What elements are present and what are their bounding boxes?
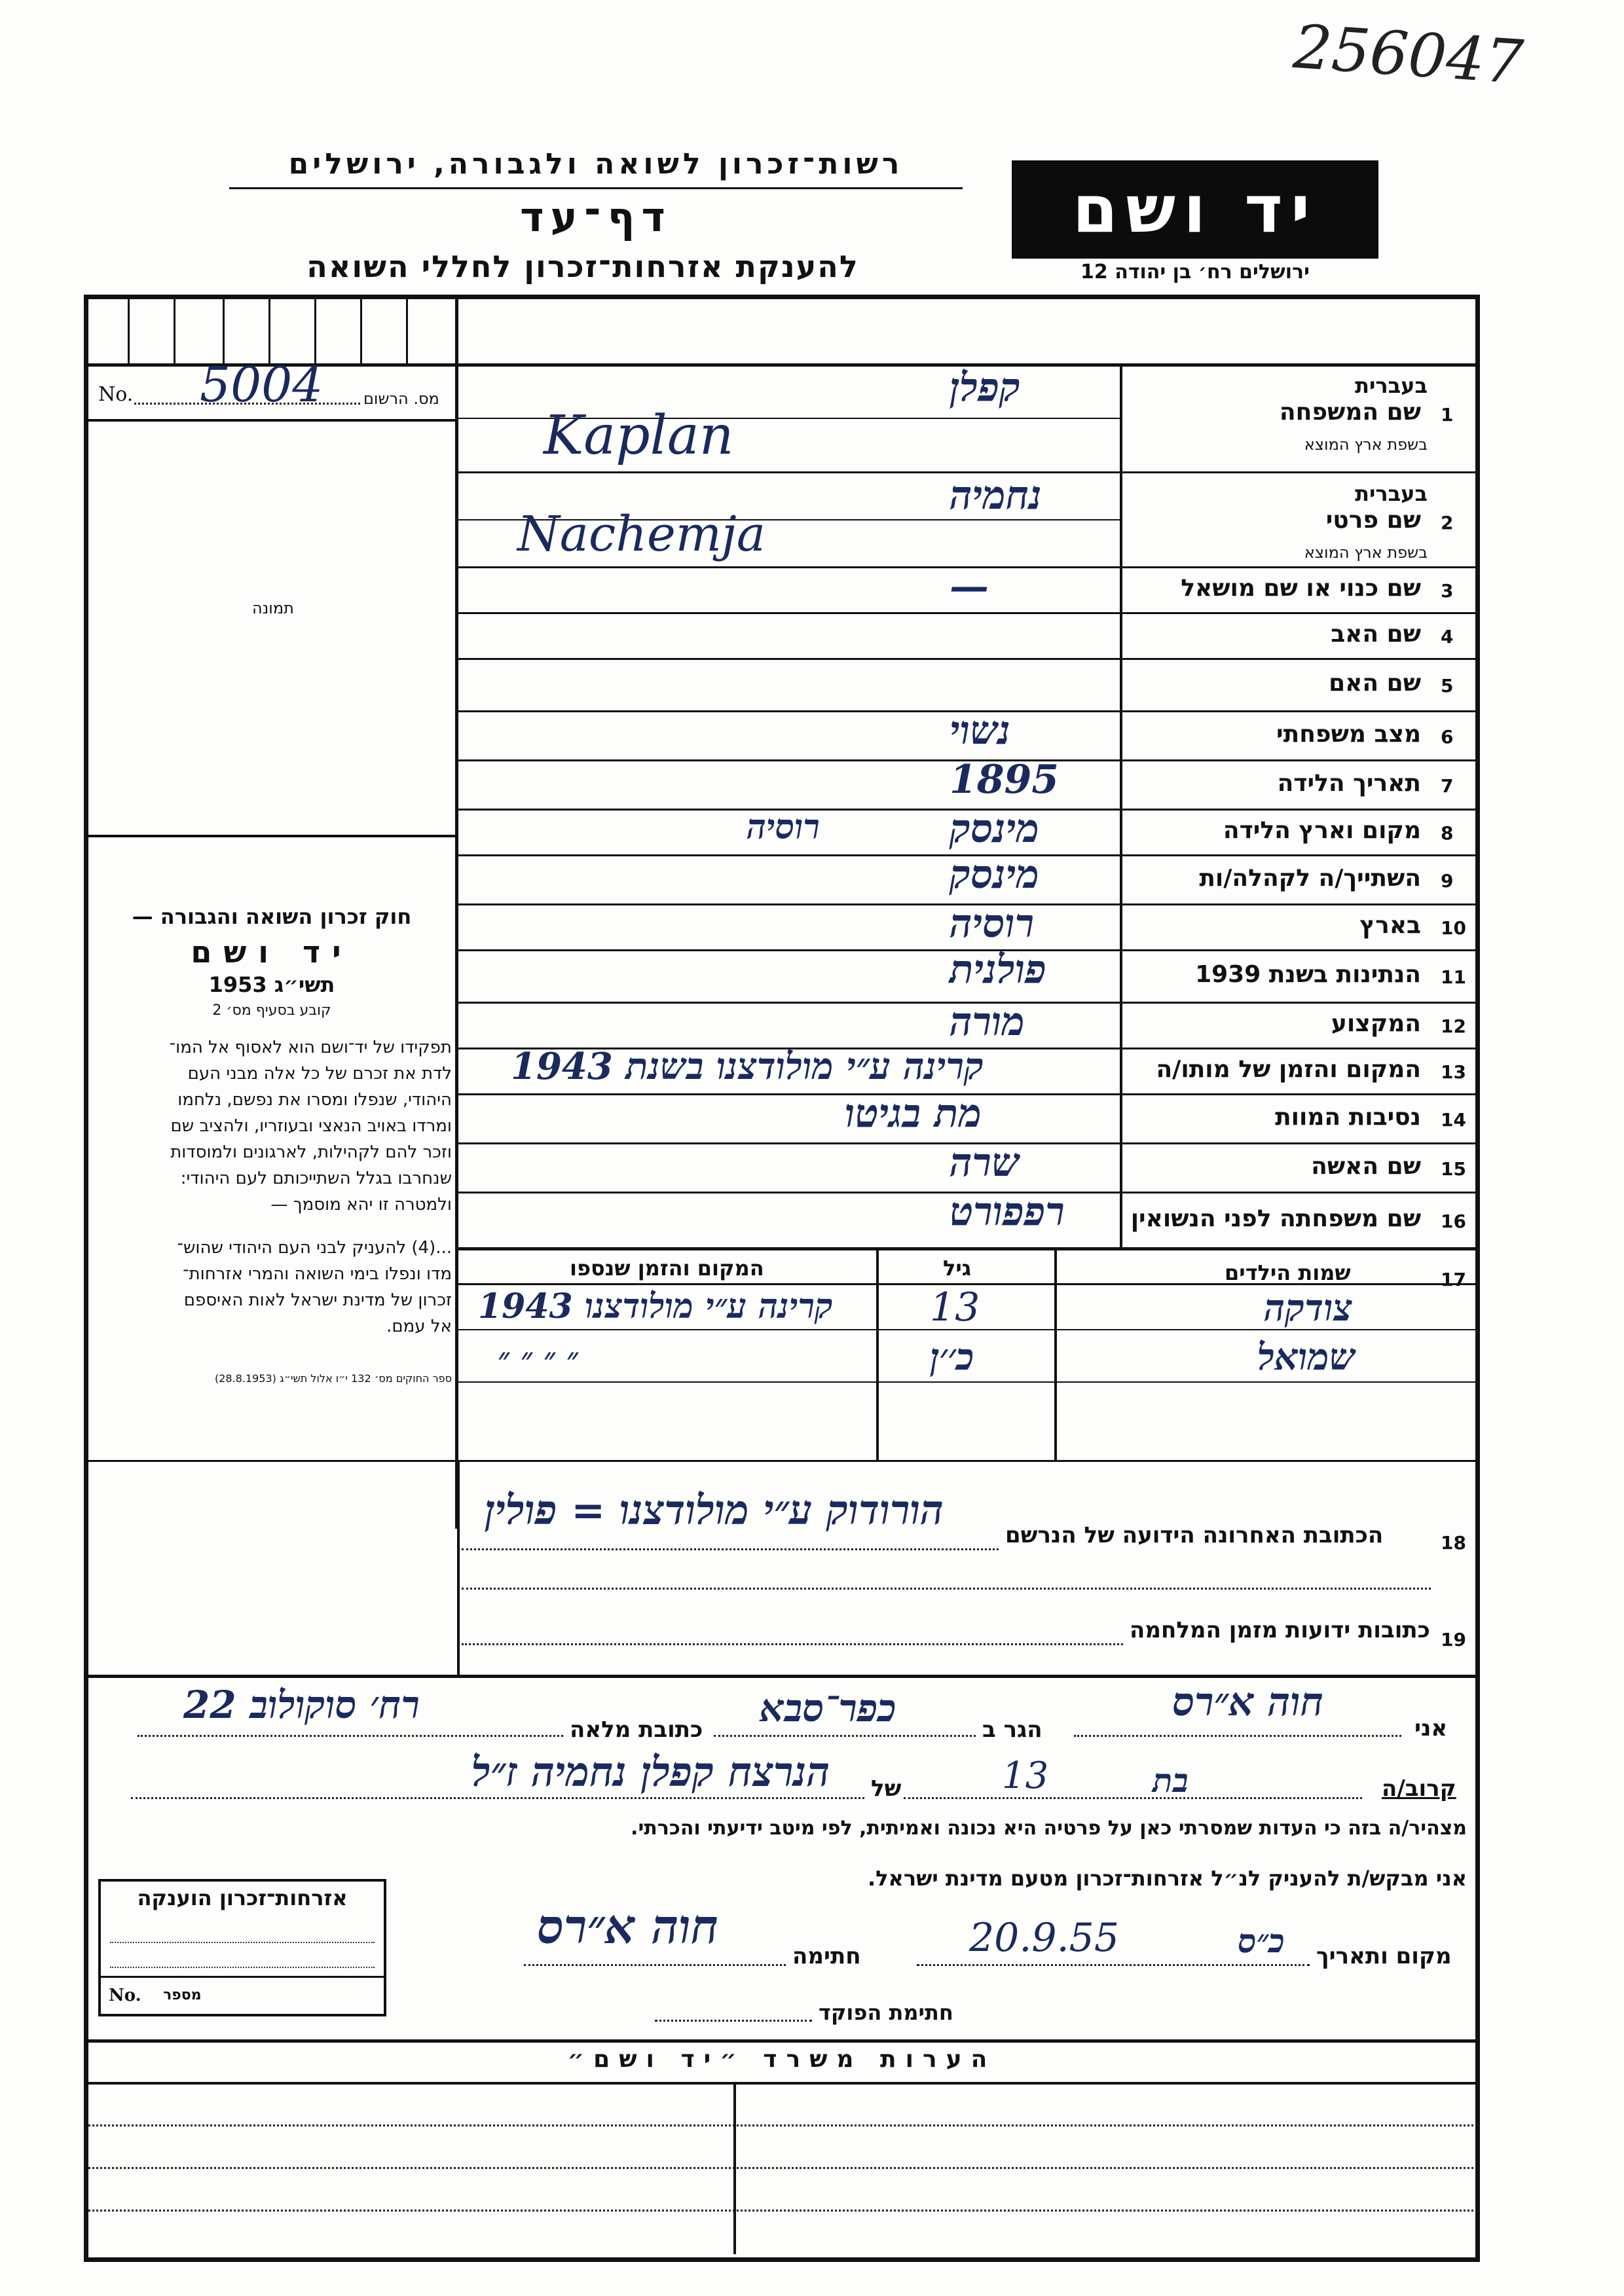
grid-line <box>733 2084 736 2254</box>
field-line <box>714 1735 976 1737</box>
law-source: ספר החוקים מס׳ 132 י״ו אלול תשי״ג (28.8.1953) <box>214 1372 452 1385</box>
grid-line <box>457 658 1480 660</box>
field-number: 17 <box>1441 1269 1466 1290</box>
citizenship-box <box>98 1879 386 2016</box>
field-number: 5 <box>1441 675 1454 697</box>
field-line <box>462 1548 999 1550</box>
law-line: וזכר להם לקהילות, לארגונים ולמוסדות <box>170 1142 452 1162</box>
grid-line <box>84 419 457 422</box>
law-line: שנחרבו בגלל השתייכותם לעם היהודי: <box>180 1169 452 1188</box>
registration-number: 5004 <box>200 357 323 413</box>
law-excerpt <box>92 903 452 1392</box>
field-line <box>138 1735 563 1737</box>
field-number: 12 <box>1441 1015 1466 1037</box>
grid-line <box>457 1462 460 1675</box>
photo-label: תמונה <box>252 599 294 617</box>
field-number: 6 <box>1441 725 1454 748</box>
of-label: של <box>871 1776 902 1802</box>
archive-stamp-number: 256047 <box>1291 11 1526 98</box>
place-value: כ״ס <box>1238 1922 1285 1960</box>
field-value: מורה <box>950 999 1025 1045</box>
field-value: מינסק <box>950 806 1040 852</box>
declaration-request: אני מבקש/ת להעניק לנ״ל אזרחות־זכרון מטעם מדינת ישראל. <box>868 1866 1467 1891</box>
field-number: 4 <box>1441 626 1454 647</box>
field-label: נסיבות המוות <box>1275 1103 1421 1131</box>
citizenship-box-title: אזרחות־זכרון הוענקה <box>137 1886 348 1910</box>
notes-line <box>88 2124 1473 2126</box>
field-number: 3 <box>1441 580 1454 602</box>
date-value: 20.9.55 <box>969 1915 1120 1961</box>
field-value: הורודוק ע״י מולודצנו = פולין <box>485 1486 944 1534</box>
field-value: מינסק <box>950 852 1040 898</box>
field-number: 8 <box>1441 822 1454 844</box>
child-place-time: ״ ״ ״ ״ <box>498 1341 579 1377</box>
field-number: 11 <box>1441 966 1466 988</box>
field-line <box>524 1964 786 1966</box>
organization-underline <box>229 187 963 189</box>
yad-vashem-logo: יד ושם <box>1012 160 1378 259</box>
law-line: ...(4) להעניק לבני העם היהודי שהוש־ <box>177 1238 452 1258</box>
registration-label: מס. הרשום <box>363 390 439 408</box>
field-value: נשוי <box>950 708 1011 754</box>
field-value-country: רוסיה <box>747 807 820 847</box>
field-value: שרה <box>950 1140 1020 1186</box>
notes-line <box>88 2210 1473 2212</box>
grid-line <box>876 1247 879 1460</box>
field-value: רוסיה <box>950 901 1035 947</box>
citizenship-no-label: No. <box>109 1986 141 2005</box>
field-label: הנתינות בשנת 1939 <box>1195 961 1421 988</box>
grid-line <box>84 1460 457 1462</box>
child-age: 13 <box>930 1285 980 1330</box>
signature-label: חתימה <box>792 1943 861 1969</box>
field-label: שם האשה <box>1311 1152 1421 1180</box>
field-label: כתובות ידועות מזמן המלחמה <box>1130 1617 1430 1643</box>
citizenship-number-label: מספר <box>163 1987 202 2003</box>
field-label: הכתובת האחרונה הידועה של הנרשם <box>1005 1522 1384 1548</box>
field-line <box>1074 1735 1401 1737</box>
law-line: היהודי, שנפלו ומסרו את נפשם, נלחמו <box>177 1090 452 1110</box>
form-title: דף־עד <box>520 193 672 241</box>
law-title: חוק זכרון השואה והגבורה — <box>132 904 412 929</box>
grid-line <box>360 298 362 363</box>
notes-line <box>88 2167 1473 2169</box>
hebrew-sublabel: בעברית <box>1355 373 1428 398</box>
form-subtitle: להענקת אזרחות־זכרון לחללי השואה <box>306 249 859 284</box>
field-number: 7 <box>1441 774 1454 797</box>
field-number: 13 <box>1441 1061 1466 1083</box>
law-year: תשי״ג 1953 <box>208 972 335 997</box>
field-number: 15 <box>1441 1157 1466 1180</box>
law-line: מדו ונפלו בימי השואה והמרי אזרחות־ <box>183 1264 452 1284</box>
law-line: אל עמם. <box>386 1317 452 1336</box>
officer-label: חתימת הפוקד <box>819 2000 953 2025</box>
grid-line <box>457 612 1480 614</box>
field-label: שם האם <box>1329 670 1421 697</box>
of-value: הנרצח קפלן נחמיה ז״ל <box>471 1748 830 1796</box>
law-line: לדת את זכרם של כל אלה מבני העם <box>187 1064 452 1084</box>
grid-line <box>84 2039 1480 2043</box>
hebrew-value: קפלן <box>950 365 1021 410</box>
relative-label: קרוב/ה <box>1382 1776 1456 1802</box>
grid-line <box>174 298 175 363</box>
origin-language-sublabel: בשפת ארץ המוצא <box>1304 543 1428 562</box>
address-value: רח׳ סוקולוב 22 <box>183 1683 420 1727</box>
field-number: 9 <box>1441 869 1454 892</box>
declaration-i-label: אני <box>1414 1715 1448 1741</box>
field-line <box>917 1964 1310 1966</box>
address: ירושלים רח׳ בן יהודה 12 <box>1080 261 1310 283</box>
registration-label-en: No. <box>98 383 134 406</box>
law-clause: קובע בסעיף מס׳ 2 <box>212 1002 331 1019</box>
grid-line <box>84 1675 1480 1678</box>
field-value: פולנית <box>950 947 1046 993</box>
field-value: מת בגיטו <box>845 1091 982 1137</box>
field-line <box>655 2020 812 2022</box>
organization-name: רשות־זכרון לשואה ולגבורה, ירושלים <box>288 147 904 181</box>
field-number: 1 <box>1441 404 1454 426</box>
grid-line <box>84 835 457 837</box>
field-label: מקום וארץ הלידה <box>1223 817 1421 844</box>
child-name: צודקה <box>1264 1286 1352 1330</box>
children-age-header: גיל <box>943 1256 972 1281</box>
field-label: בארץ <box>1359 912 1421 939</box>
field-number: 2 <box>1441 512 1454 534</box>
hebrew-sublabel: בעברית <box>1355 481 1428 506</box>
field-value: קרינה ע״י מולודצנו בשנת 1943 <box>511 1045 984 1088</box>
field-line <box>462 1588 1431 1590</box>
field-value: 1895 <box>950 757 1059 803</box>
law-line: ומרדו באויב הנאצי ובעוזריו, ולהציב שם <box>170 1116 452 1136</box>
signature-value: חוה א״רס <box>537 1899 719 1954</box>
declarant-name: חוה א״רס <box>1172 1679 1324 1725</box>
relation-value: בת <box>1153 1761 1189 1800</box>
law-line: ולמטרה זו יהא מוסמך — <box>270 1195 452 1214</box>
law-line: תפקידו של יד־ושם הוא לאסוף אל המו־ <box>169 1038 452 1057</box>
child-age: כ׳׳ן <box>930 1336 974 1379</box>
field-number: 19 <box>1441 1629 1466 1650</box>
field-label: שם משפחתה לפני הנשואין <box>1130 1205 1421 1232</box>
place-date-label: מקום ותאריך <box>1316 1943 1452 1969</box>
grid-line <box>457 1381 1480 1383</box>
field-label: המקצוע <box>1331 1010 1421 1037</box>
office-notes-title: הערות משרד ״יד ושם״ <box>567 2046 997 2073</box>
form-number-annotation: 13 <box>1002 1755 1049 1797</box>
field-number: 14 <box>1441 1108 1466 1131</box>
field-label: שם כנוי או שם מושאל <box>1181 575 1421 602</box>
child-name: שמואל <box>1257 1336 1356 1379</box>
grid-line <box>457 1460 1480 1462</box>
grid-line <box>1054 1247 1057 1460</box>
origin-language-sublabel: בשפת ארץ המוצא <box>1304 435 1428 454</box>
field-value: רפפורט <box>950 1189 1065 1235</box>
latin-value: Kaplan <box>544 404 734 467</box>
field-line <box>462 1643 1123 1645</box>
field-label: השתייך/ה לקהלה/ות <box>1199 864 1421 892</box>
hebrew-value: נחמיה <box>950 473 1042 519</box>
child-place-time: קרינה ע״י מולודצנו 1943 <box>478 1286 833 1326</box>
grid-line <box>84 2082 1480 2085</box>
grid-line <box>406 298 408 363</box>
field-value: — <box>950 564 989 610</box>
law-name: יד ושם <box>191 934 353 970</box>
address-label: כתובת מלאה <box>570 1717 703 1743</box>
field-label: תאריך הלידה <box>1277 769 1421 797</box>
field-label: שם האב <box>1331 621 1421 647</box>
field-label: שם פרטי <box>1325 507 1421 534</box>
law-line: זכרון של מדינת ישראל לאות האיספם <box>183 1290 452 1310</box>
field-number: 18 <box>1441 1532 1466 1554</box>
latin-value: Nachemja <box>517 505 766 562</box>
grid-line <box>455 298 458 1529</box>
declaration-statement: מצהיר/ה בזה כי העדות שמסרתי כאן על פרטיה היא נכונה ואמיתית, לפי מיטב ידיעתי והכרתי. <box>631 1817 1467 1840</box>
children-place-header: המקום והזמן שנספו <box>570 1256 764 1281</box>
grid-line <box>1120 363 1122 1247</box>
grid-line <box>223 298 225 363</box>
field-label: שם המשפחה <box>1279 399 1421 426</box>
residing-label: הגר ב <box>982 1717 1043 1743</box>
grid-line <box>268 298 270 363</box>
field-label: המקום והזמן של מותו/ה <box>1156 1056 1421 1083</box>
field-number: 16 <box>1441 1210 1466 1232</box>
residing-value: כפר־סבא <box>760 1686 896 1730</box>
grid-line <box>128 298 130 363</box>
grid-line <box>314 298 316 363</box>
field-line <box>904 1797 1362 1799</box>
field-label: מצב משפחתי <box>1276 720 1421 748</box>
field-number: 10 <box>1441 917 1466 939</box>
grid-line <box>457 1247 1480 1250</box>
field-line <box>131 1797 864 1799</box>
children-names-header: שמות הילדים <box>1225 1260 1351 1285</box>
